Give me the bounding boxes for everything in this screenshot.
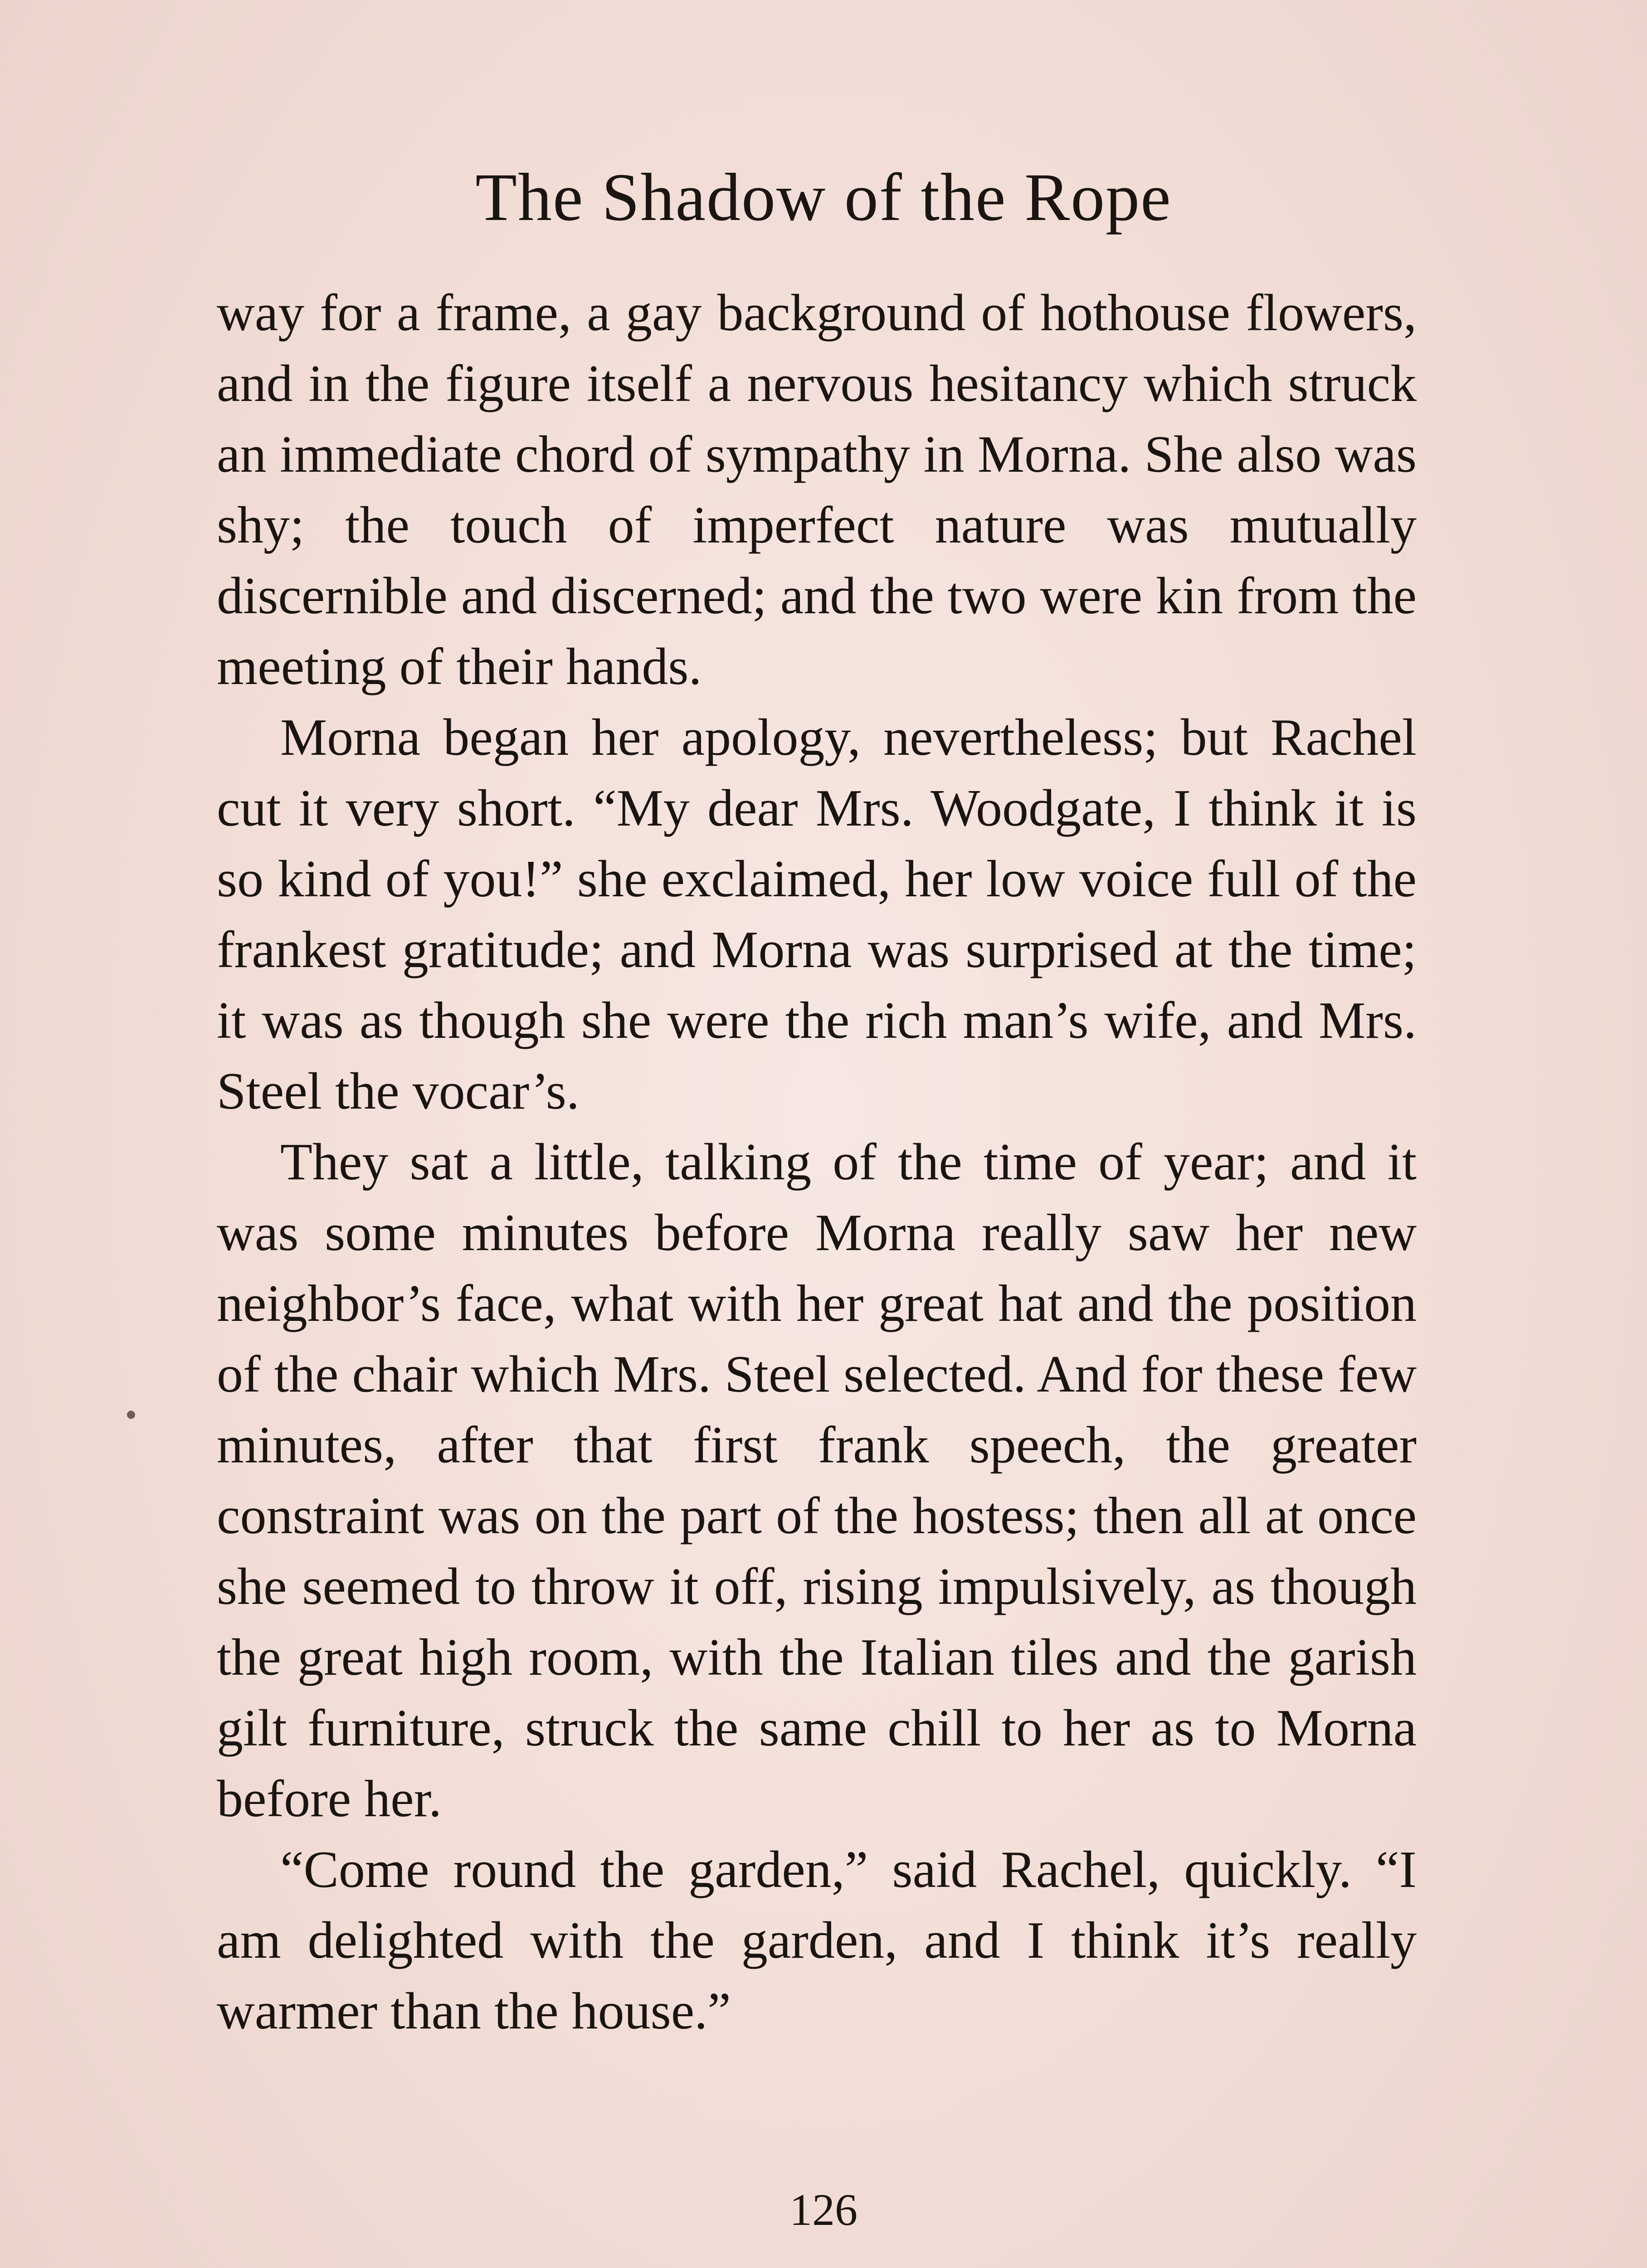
paragraph-1: way for a frame, a gay background of hothouse flowers, and in the figure itself a nervous hesitancy which struck an immediate chord of sympathy in Morna. She also was shy; the touch of imperfect nature was mutually discernible and discerned; and the two were kin from the meeting of their hands. (217, 284, 1417, 696)
page-number: 126 (789, 2185, 858, 2235)
paper-speck (127, 1411, 135, 1419)
paragraph-4: “Come round the garden,” said Rachel, quickly. “I am delighted with the garden, and I think it’s really warmer than the house.” (217, 1841, 1417, 2040)
running-head: The Shadow of the Rope (475, 160, 1172, 235)
paragraph-3: They sat a little, talking of the time of year; and it was some minutes before Morna really saw her new neighbor’s face, what with her great hat and the position of the chair which Mrs. Steel selected. And for these few minutes, after that first frank speech, the greater constraint was on the part of the hostess; then all at once she seemed to throw it off, rising impulsively, as though the great high room, with the Italian tiles and the garish gilt furniture, struck the same chill to her as to Morna before her. (217, 1133, 1417, 1828)
body-text (217, 278, 1417, 2047)
paragraph-2: Morna began her apology, nevertheless; but Rachel cut it very short. “My dear Mrs. Woodgate, I think it is so kind of you!” she exclaimed, her low voice full of the frankest gratitude; and Morna was surprised at the time; it was as though she were the rich man’s wife, and Mrs. Steel the vocar’s. (217, 709, 1417, 1120)
